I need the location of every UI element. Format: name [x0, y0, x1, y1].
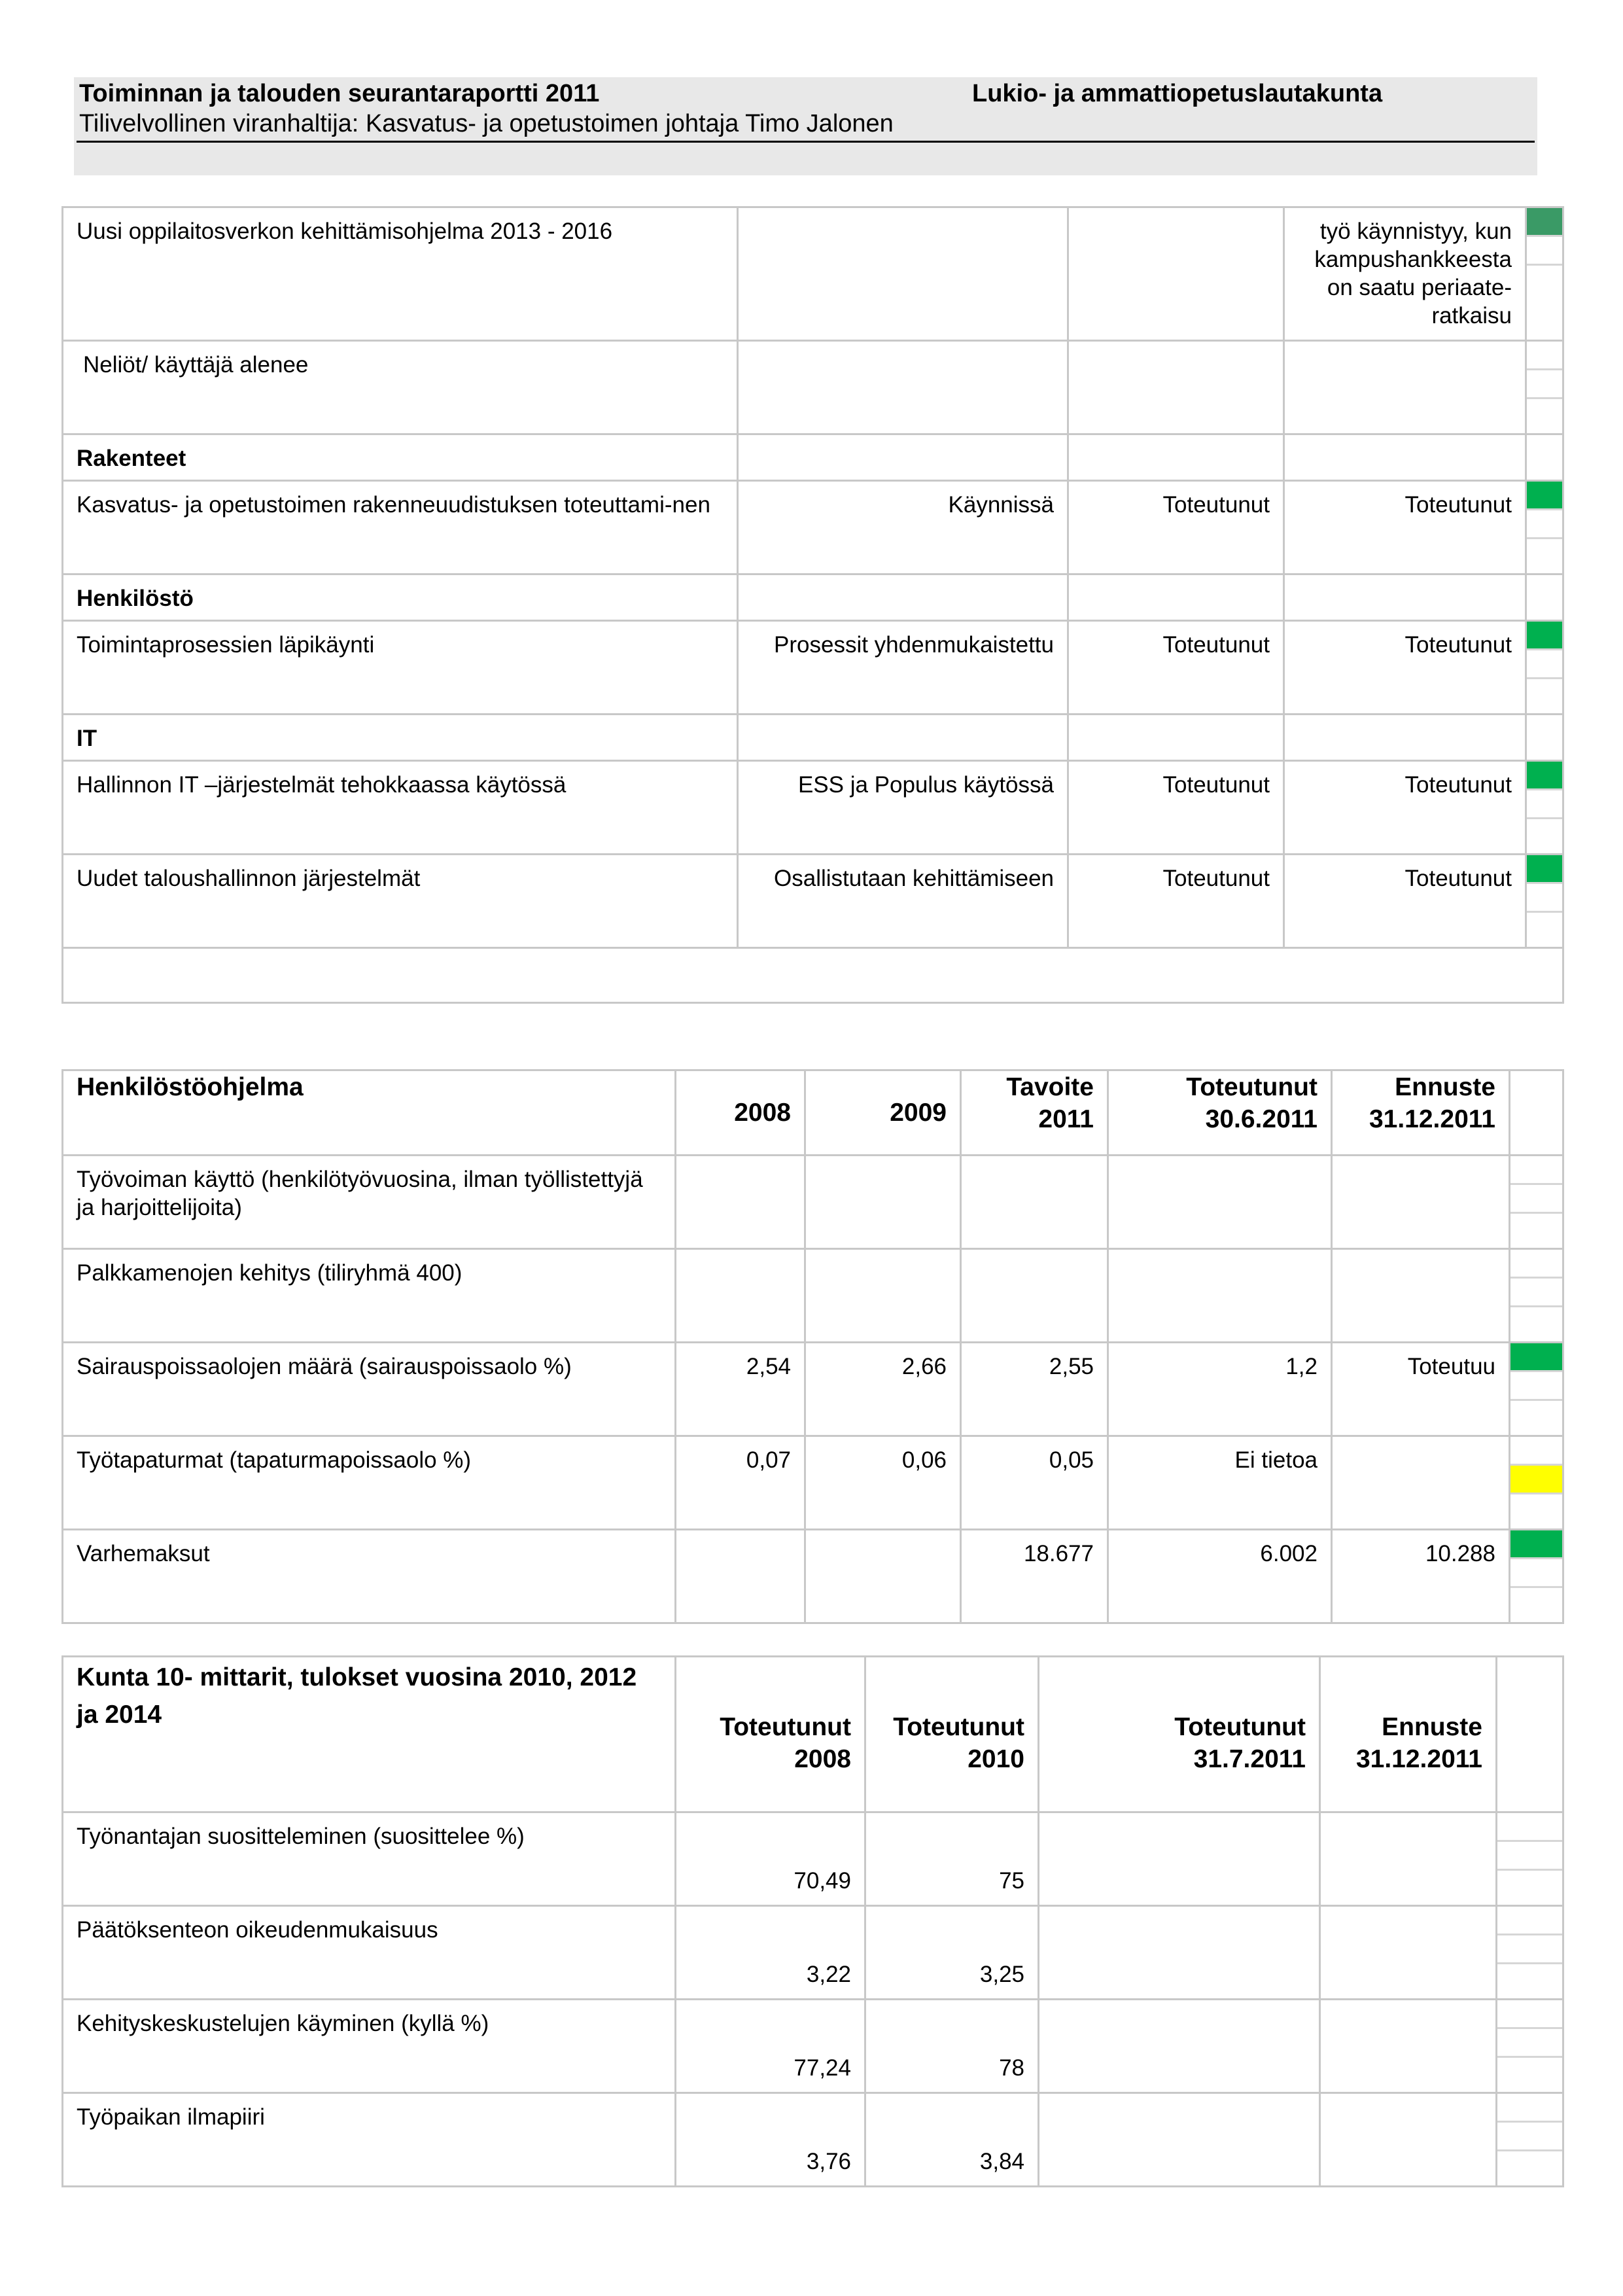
cell: Toteutunut [1284, 621, 1526, 715]
cell [1039, 2000, 1320, 2093]
header-line: 31.12.2011 [1355, 1745, 1482, 1773]
cell [1320, 1906, 1497, 2000]
row-label: Uudet taloushallinnon järjestelmät [63, 855, 738, 948]
status-indicator [1497, 2000, 1563, 2093]
status-empty [1527, 913, 1562, 942]
status-green [1527, 622, 1562, 650]
cell: 0,06 [805, 1436, 961, 1530]
status-empty [1527, 510, 1562, 539]
column-header-target [961, 1070, 1108, 1156]
row-label: Työnantajan suositteleminen (suosittelee %) [63, 1812, 676, 1906]
cell: 75 [865, 1812, 1039, 1906]
table-row [63, 1906, 1563, 2000]
cell: työ käynnistyy, kun kampushankkeesta on saatu periaate-ratkaisu [1284, 207, 1526, 341]
header-line: 2008 [794, 1745, 851, 1773]
status-empty [1497, 2123, 1562, 2151]
table-header-row [63, 1657, 1563, 1812]
cell [738, 341, 1068, 434]
section-label: Rakenteet [63, 434, 738, 481]
goals-table [61, 206, 1564, 1004]
cell [1284, 434, 1526, 481]
status-green [1527, 855, 1562, 884]
cell: 70,49 [676, 1812, 865, 1906]
status-empty [1510, 1307, 1562, 1336]
column-header-2008: 2008 [676, 1070, 805, 1156]
header-line: Toteutunut [893, 1713, 1024, 1741]
row-label: Uusi oppilaitosverkon kehittämisohjelma 2013 - 2016 [63, 207, 738, 341]
header-divider [77, 141, 1535, 143]
status-empty [1527, 819, 1562, 848]
cell [738, 434, 1068, 481]
organization-name: Lukio- ja ammattiopetuslautakunta [972, 80, 1383, 107]
column-header-forecast [1320, 1657, 1497, 1812]
row-label: Työpaikan ilmapiiri [63, 2093, 676, 2187]
status-indicator [1510, 1343, 1563, 1436]
responsible-officer: Tilivelvollinen viranhaltija: Kasvatus- ja opetustoimen johtaja Timo Jalonen [79, 110, 894, 137]
section-row [63, 715, 1563, 761]
header-label: Henkilöstöohjelma [77, 1073, 304, 1101]
status-column-header [1497, 1657, 1563, 1812]
status-green [1510, 1343, 1562, 1372]
status-empty [1527, 342, 1562, 370]
cell: Ei tietoa [1108, 1436, 1332, 1530]
cell [1320, 1812, 1497, 1906]
row-label: Työvoiman käyttö (henkilötyövuosina, ilman työllistettyjä ja harjoittelijoita) [63, 1156, 676, 1249]
row-label: Päätöksenteon oikeudenmukaisuus [63, 1906, 676, 2000]
cell [805, 1156, 961, 1249]
row-label: Työtapaturmat (tapaturmapoissaolo %) [63, 1436, 676, 1530]
row-label: Hallinnon IT –järjestelmät tehokkaassa käytössä [63, 761, 738, 855]
cell [1332, 1436, 1510, 1530]
status-indicator [1526, 341, 1563, 434]
status-column-header [1510, 1070, 1563, 1156]
status-indicator [1510, 1436, 1563, 1530]
cell [1068, 341, 1284, 434]
cell: Käynnissä [738, 481, 1068, 574]
cell: Toteutunut [1068, 481, 1284, 574]
status-empty [1497, 1964, 1562, 1993]
status-empty [1527, 399, 1562, 428]
cell: 3,76 [676, 2093, 865, 2187]
cell [1332, 1156, 1510, 1249]
cell: Toteutunut [1068, 761, 1284, 855]
cell: Toteutuu [1332, 1343, 1510, 1436]
empty-cell [63, 948, 1563, 1003]
cell: 3,25 [865, 1906, 1039, 2000]
header-line: Toteutunut [1174, 1713, 1306, 1741]
cell [1108, 1156, 1332, 1249]
cell: 6.002 [1108, 1530, 1332, 1623]
status-indicator [1510, 1249, 1563, 1343]
section-row [63, 434, 1563, 481]
header-line: Toteutunut [720, 1713, 851, 1741]
kunta10-table [61, 1655, 1564, 2187]
status-empty [1510, 1214, 1562, 1243]
status-empty [1510, 1185, 1562, 1214]
status-empty [1527, 790, 1562, 819]
status-empty [1497, 2029, 1562, 2058]
table-row [63, 1436, 1563, 1530]
column-header-actual [1108, 1070, 1332, 1156]
status-dark-green [1527, 208, 1562, 237]
cell: 3,22 [676, 1906, 865, 2000]
status-indicator [1526, 715, 1563, 761]
cell [1284, 574, 1526, 621]
status-empty [1510, 1437, 1562, 1466]
row-label: Varhemaksut [63, 1530, 676, 1623]
table-row [63, 2000, 1563, 2093]
cell [1320, 2093, 1497, 2187]
cell: 1,2 [1108, 1343, 1332, 1436]
cell [805, 1249, 961, 1343]
cell [1068, 574, 1284, 621]
table-row [63, 1249, 1563, 1343]
cell [1284, 341, 1526, 434]
cell [1068, 434, 1284, 481]
section-label: Henkilöstö [63, 574, 738, 621]
header-line: Toteutunut [1186, 1073, 1318, 1101]
cell: 0,05 [961, 1436, 1108, 1530]
status-indicator [1526, 761, 1563, 855]
cell [961, 1249, 1108, 1343]
status-empty [1510, 1588, 1562, 1617]
status-empty [1497, 2151, 1562, 2180]
table-row [63, 341, 1563, 434]
cell: Toteutunut [1068, 855, 1284, 948]
status-indicator [1497, 2093, 1563, 2187]
status-indicator [1526, 574, 1563, 621]
table-row [63, 1812, 1563, 1906]
cell: Toteutunut [1068, 621, 1284, 715]
table-row [63, 761, 1563, 855]
status-indicator [1497, 1906, 1563, 2000]
status-empty [1527, 539, 1562, 568]
row-label: Palkkamenojen kehitys (tiliryhmä 400) [63, 1249, 676, 1343]
table-row [63, 1343, 1563, 1436]
table-row-empty [63, 948, 1563, 1003]
cell [1108, 1249, 1332, 1343]
status-empty [1510, 1372, 1562, 1401]
table-row [63, 1156, 1563, 1249]
status-empty [1497, 2000, 1562, 2029]
status-indicator [1526, 855, 1563, 948]
status-empty [1510, 1156, 1562, 1185]
cell [738, 715, 1068, 761]
cell: 18.677 [961, 1530, 1108, 1623]
cell [1284, 715, 1526, 761]
column-header-2009: 2009 [805, 1070, 961, 1156]
status-empty [1510, 1279, 1562, 1307]
status-empty [1527, 650, 1562, 679]
cell: 78 [865, 2000, 1039, 2093]
column-header-forecast [1332, 1070, 1510, 1156]
cell: Toteutunut [1284, 481, 1526, 574]
table-row [63, 207, 1563, 341]
cell: Osallistutaan kehittämiseen [738, 855, 1068, 948]
cell [676, 1249, 805, 1343]
section-label: IT [63, 715, 738, 761]
row-label: Kasvatus- ja opetustoimen rakenneuudistuksen toteuttami-nen [63, 481, 738, 574]
table-row [63, 1530, 1563, 1623]
status-green [1510, 1530, 1562, 1559]
cell: Toteutunut [1284, 855, 1526, 948]
cell: Toteutunut [1284, 761, 1526, 855]
cell: 3,84 [865, 2093, 1039, 2187]
cell: ESS ja Populus käytössä [738, 761, 1068, 855]
header-line: Ennuste [1382, 1713, 1482, 1741]
status-green [1527, 482, 1562, 510]
status-empty [1497, 1935, 1562, 1964]
cell: 77,24 [676, 2000, 865, 2093]
status-indicator [1510, 1156, 1563, 1249]
status-empty [1510, 1250, 1562, 1279]
status-empty [1497, 1871, 1562, 1899]
cell: Prosessit yhdenmukaistettu [738, 621, 1068, 715]
status-indicator [1526, 621, 1563, 715]
table-row [63, 855, 1563, 948]
cell [738, 207, 1068, 341]
cell [961, 1156, 1108, 1249]
cell [1068, 715, 1284, 761]
table-row [63, 2093, 1563, 2187]
status-indicator [1526, 481, 1563, 574]
section-row [63, 574, 1563, 621]
status-empty [1527, 679, 1562, 708]
cell: 2,55 [961, 1343, 1108, 1436]
table-row [63, 481, 1563, 574]
column-header-label [63, 1070, 676, 1156]
cell [676, 1156, 805, 1249]
header-line: 30.6.2011 [1205, 1105, 1318, 1133]
cell [1039, 1812, 1320, 1906]
cell: 2,66 [805, 1343, 961, 1436]
status-empty [1510, 1559, 1562, 1588]
status-indicator [1526, 207, 1563, 341]
status-indicator [1497, 1812, 1563, 1906]
status-empty [1510, 1401, 1562, 1430]
column-header-2008 [676, 1657, 865, 1812]
status-empty [1510, 1494, 1562, 1523]
cell [1332, 1249, 1510, 1343]
header-line: 31.12.2011 [1369, 1105, 1495, 1133]
cell [1039, 2093, 1320, 2187]
header-line: 31.7.2011 [1193, 1745, 1306, 1773]
column-header-2011 [1039, 1657, 1320, 1812]
row-label: Sairauspoissaolojen määrä (sairauspoissaolo %) [63, 1343, 676, 1436]
row-label: Neliöt/ käyttäjä alenee [63, 341, 738, 434]
report-title: Toiminnan ja talouden seurantaraportti 2011 [79, 80, 600, 107]
status-empty [1497, 2094, 1562, 2123]
cell [1039, 1906, 1320, 2000]
status-empty [1527, 237, 1562, 266]
status-empty [1527, 266, 1562, 294]
row-label: Toimintaprosessien läpikäynti [63, 621, 738, 715]
status-yellow [1510, 1466, 1562, 1494]
cell: 2,54 [676, 1343, 805, 1436]
status-empty [1527, 884, 1562, 913]
table-header-row [63, 1070, 1563, 1156]
table-row [63, 621, 1563, 715]
cell [805, 1530, 961, 1623]
status-empty [1497, 1907, 1562, 1935]
status-empty [1527, 370, 1562, 399]
status-empty [1497, 2058, 1562, 2087]
header-line: 2011 [1038, 1105, 1094, 1133]
header-line: Tavoite [1006, 1073, 1094, 1101]
header-line: 2010 [968, 1745, 1024, 1773]
cell [676, 1530, 805, 1623]
status-green [1527, 762, 1562, 790]
status-empty [1497, 1842, 1562, 1871]
status-empty [1497, 1813, 1562, 1842]
status-indicator [1510, 1530, 1563, 1623]
cell [738, 574, 1068, 621]
cell: 0,07 [676, 1436, 805, 1530]
personnel-table [61, 1069, 1564, 1624]
column-header-label: Kunta 10- mittarit, tulokset vuosina 2010, 2012 ja 2014 [63, 1657, 676, 1812]
cell [1320, 2000, 1497, 2093]
cell: 10.288 [1332, 1530, 1510, 1623]
status-indicator [1526, 434, 1563, 481]
report-header [74, 77, 1537, 175]
cell [1068, 207, 1284, 341]
header-line: Ennuste [1395, 1073, 1495, 1101]
column-header-2010 [865, 1657, 1039, 1812]
row-label: Kehityskeskustelujen käyminen (kyllä %) [63, 2000, 676, 2093]
